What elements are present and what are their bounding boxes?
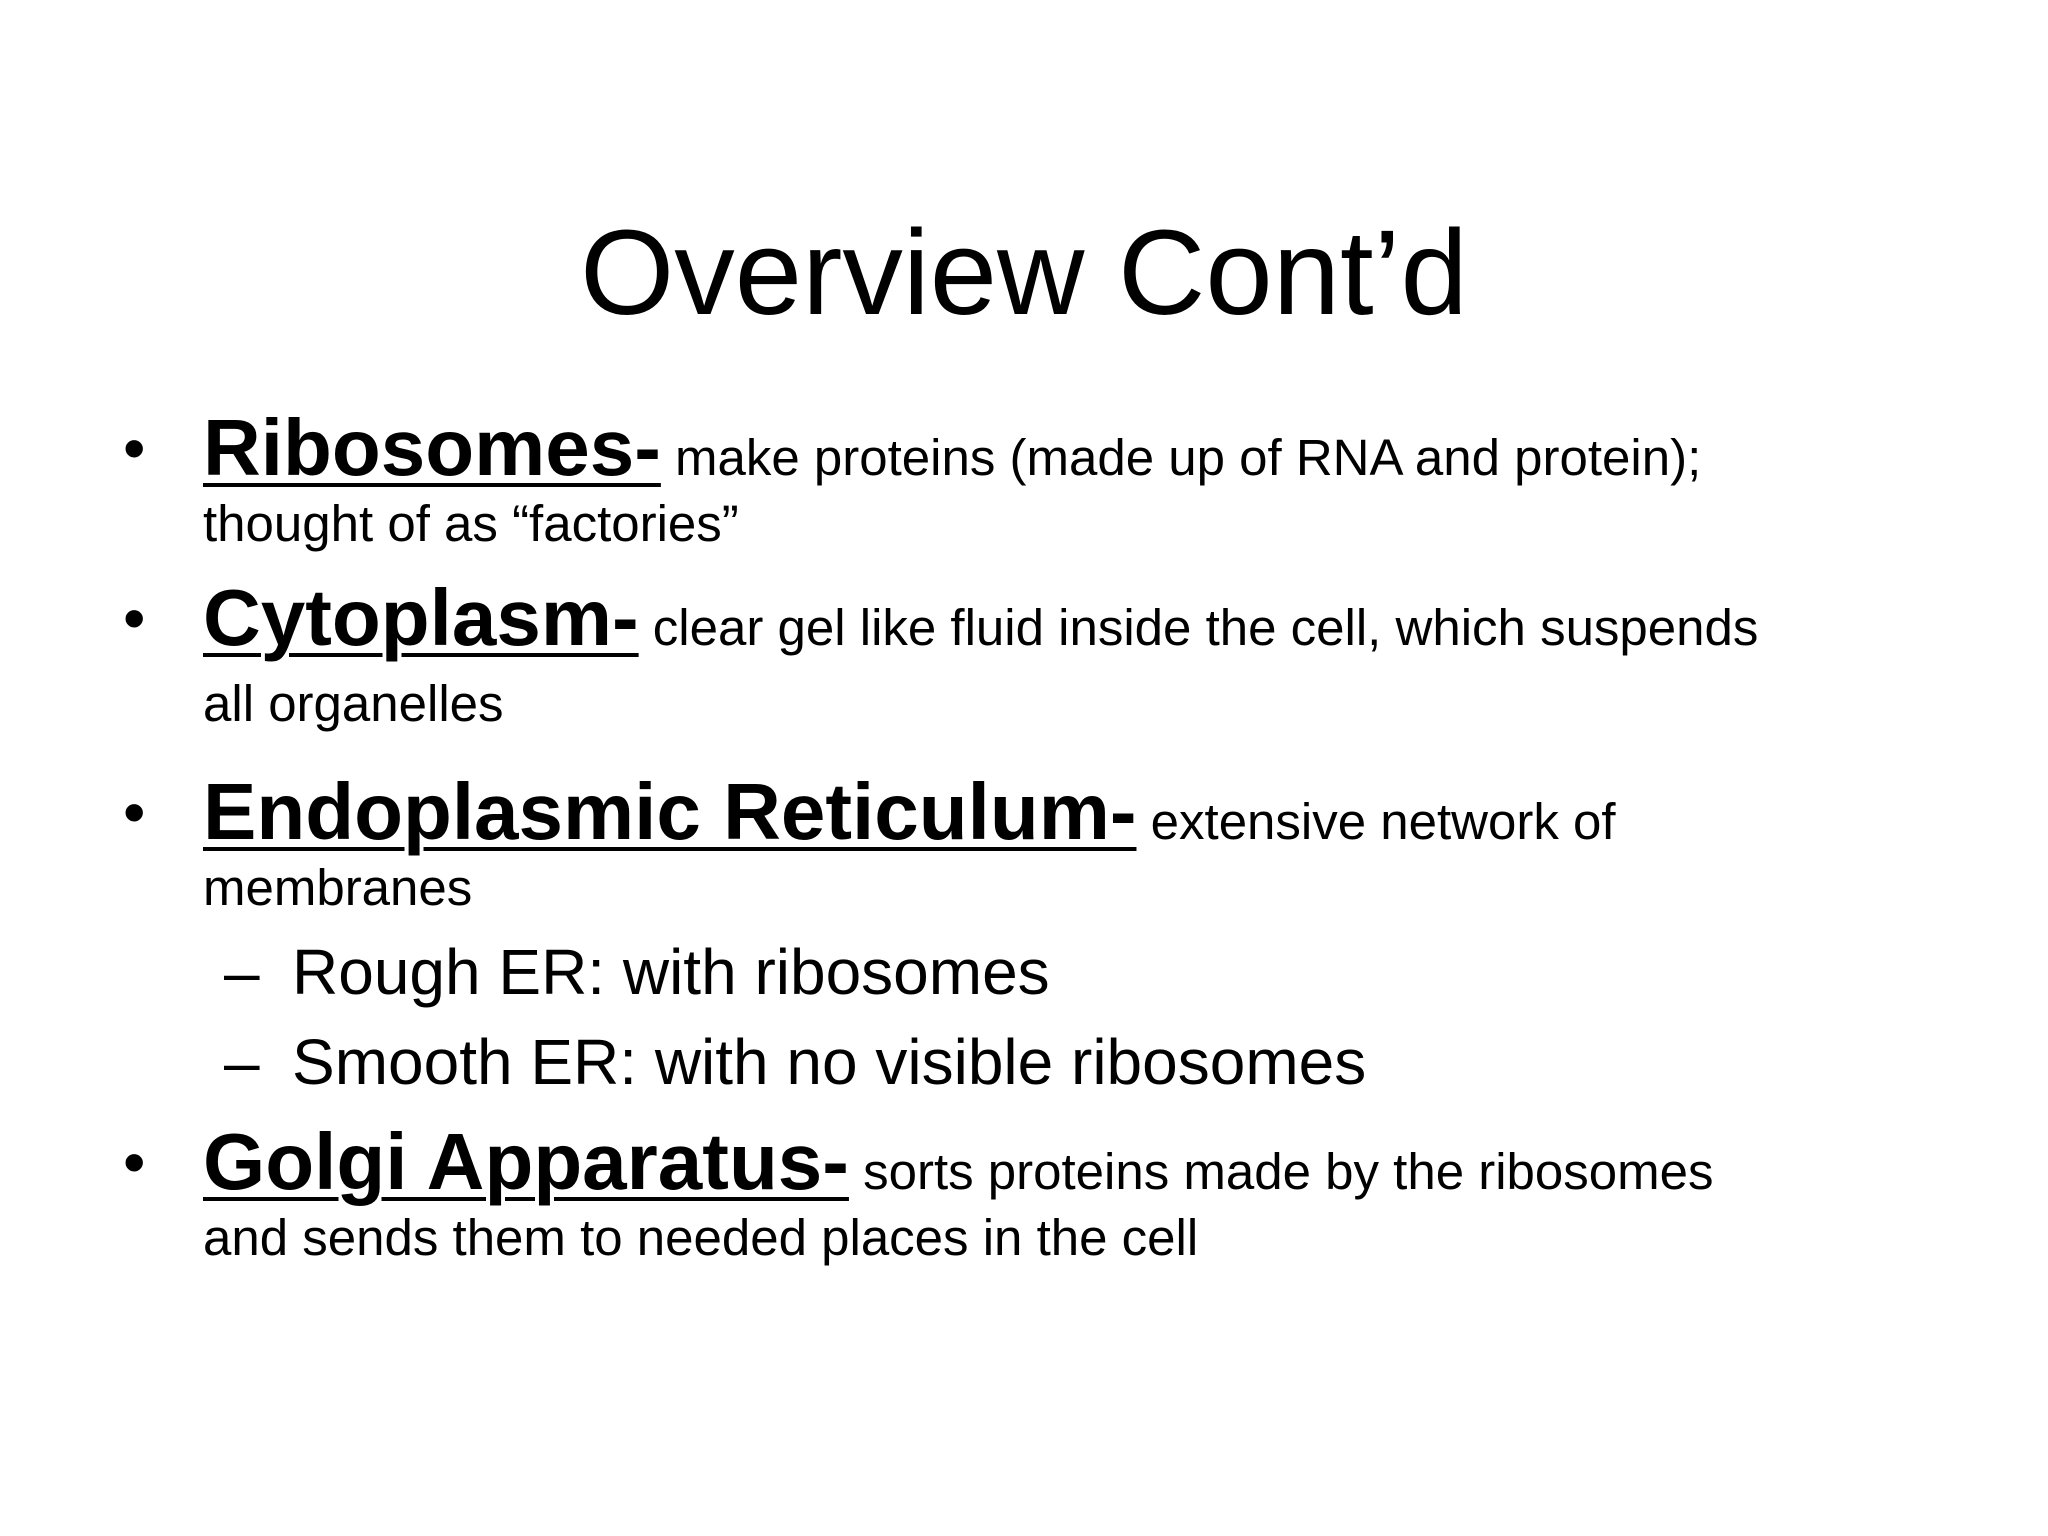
sub-bullet-smooth-er [224, 1022, 1366, 1102]
bullet-cytoplasm [123, 573, 1963, 737]
description-cytoplasm: clear gel like fluid inside the cell, which suspends [652, 599, 1759, 656]
bullet-golgi-apparatus [123, 1117, 1963, 1271]
bullet-endoplasmic-reticulum [123, 767, 1963, 921]
dash-symbol: – [224, 936, 260, 1008]
term-endoplasmic-reticulum: Endoplasmic Reticulum- [203, 767, 1137, 856]
term-ribosomes: Ribosomes- [203, 403, 661, 492]
bullet-first-line [203, 573, 1963, 662]
continuation-cytoplasm: all organelles [203, 675, 504, 732]
description-golgi-apparatus: sorts proteins made by the ribosomes [863, 1143, 1714, 1200]
sub-bullet-text: Rough ER: with ribosomes [292, 936, 1050, 1008]
continuation-ribosomes: thought of as “factories” [203, 495, 739, 552]
bullet-first-line [203, 403, 1963, 492]
continuation-endoplasmic-reticulum: membranes [203, 859, 473, 916]
dash-symbol: – [224, 1026, 260, 1098]
bullet-symbol: • [123, 412, 146, 484]
bullet-symbol: • [123, 1126, 146, 1198]
bullet-ribosomes [123, 403, 1963, 557]
term-cytoplasm: Cytoplasm- [203, 573, 639, 662]
continuation-golgi-apparatus: and sends them to needed places in the cell [203, 1209, 1199, 1266]
bullet-symbol: • [123, 776, 146, 848]
bullet-first-line [203, 767, 1963, 856]
bullet-first-line [203, 1117, 1963, 1206]
description-endoplasmic-reticulum: extensive network of [1150, 793, 1616, 850]
description-ribosomes: make proteins (made up of RNA and protein); [675, 429, 1702, 486]
sub-bullet-rough-er [224, 932, 1050, 1012]
term-golgi-apparatus: Golgi Apparatus- [203, 1117, 849, 1206]
sub-bullet-text: Smooth ER: with no visible ribosomes [292, 1026, 1367, 1098]
slide-title: Overview Cont’d [580, 204, 1468, 340]
bullet-symbol: • [123, 582, 146, 654]
